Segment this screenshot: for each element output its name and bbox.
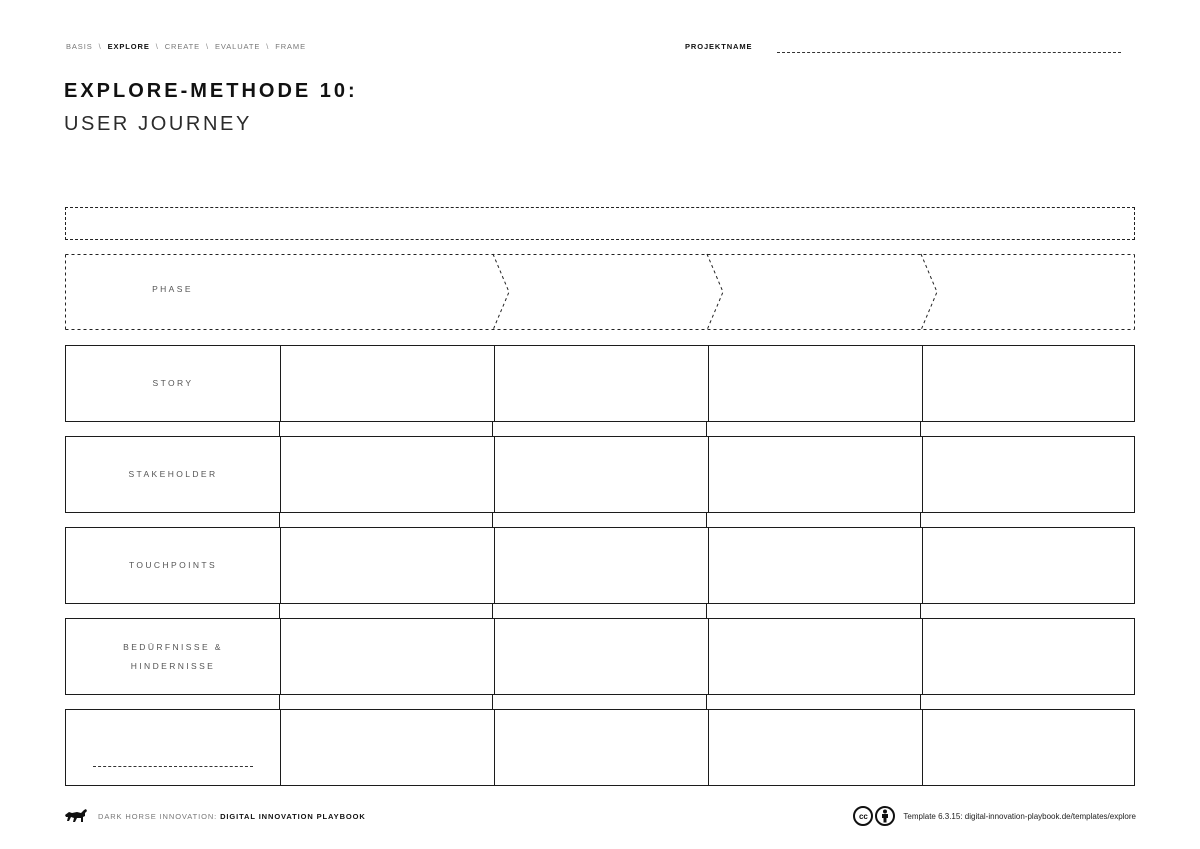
column-connector	[920, 512, 921, 527]
breadcrumb-item-frame[interactable]: FRAME	[275, 42, 306, 51]
attribution-person-icon	[875, 806, 895, 826]
needs-cell-4[interactable]	[922, 619, 1134, 694]
page-title: EXPLORE-METHODE 10:	[64, 80, 358, 102]
row-label-stakeholder: STAKEHOLDER	[128, 469, 218, 479]
row-label-story: STORY	[152, 378, 194, 388]
breadcrumb-separator: \	[155, 42, 159, 51]
template-reference[interactable]: Template 6.3.15: digital-innovation-playbook.de/templates/explore	[903, 811, 1136, 821]
touchpoints-cell-4[interactable]	[922, 528, 1134, 603]
journey-row-stakeholder	[65, 436, 1135, 513]
breadcrumb	[66, 42, 306, 51]
needs-cell-1[interactable]	[280, 619, 494, 694]
story-cell-1[interactable]	[280, 346, 494, 421]
column-connector	[706, 694, 707, 709]
row-label-cell	[66, 528, 280, 603]
column-connector	[920, 421, 921, 436]
row-label-touchpoints: TOUCHPOINTS	[128, 560, 218, 570]
column-connector	[920, 694, 921, 709]
custom-cell-1[interactable]	[280, 710, 494, 785]
row-label-needs: BEDÜRFNISSE & HINDERNISSE	[123, 641, 223, 671]
column-connector	[492, 694, 493, 709]
page-subtitle: USER JOURNEY	[64, 113, 252, 135]
column-connector	[706, 512, 707, 527]
story-cell-3[interactable]	[708, 346, 922, 421]
row-label-cell	[66, 346, 280, 421]
story-cell-4[interactable]	[922, 346, 1134, 421]
row-label-cell	[66, 710, 280, 785]
horse-icon	[64, 808, 88, 824]
column-connector	[920, 603, 921, 618]
row-label-cell	[66, 437, 280, 512]
breadcrumb-separator: \	[98, 42, 102, 51]
license-badge[interactable]	[853, 806, 895, 826]
breadcrumb-separator: \	[266, 42, 270, 51]
stakeholder-cell-1[interactable]	[280, 437, 494, 512]
touchpoints-cell-3[interactable]	[708, 528, 922, 603]
touchpoints-cell-2[interactable]	[494, 528, 708, 603]
breadcrumb-item-basis[interactable]: BASIS	[66, 42, 93, 51]
column-connector	[492, 421, 493, 436]
custom-cell-4[interactable]	[922, 710, 1134, 785]
stakeholder-cell-4[interactable]	[922, 437, 1134, 512]
footer-brand-light: DARK HORSE INNOVATION:	[98, 811, 221, 821]
column-connector	[279, 421, 280, 436]
column-connector	[706, 603, 707, 618]
custom-cell-3[interactable]	[708, 710, 922, 785]
column-connector	[279, 512, 280, 527]
column-connector	[279, 603, 280, 618]
needs-cell-2[interactable]	[494, 619, 708, 694]
row-label-cell	[66, 619, 280, 694]
projektname-field[interactable]	[777, 52, 1121, 53]
touchpoints-cell-1[interactable]	[280, 528, 494, 603]
footer-brand	[64, 808, 366, 824]
projektname-label: PROJEKTNAME	[685, 42, 753, 51]
column-connector	[492, 603, 493, 618]
custom-row-label-field[interactable]	[93, 766, 253, 767]
column-connector	[279, 694, 280, 709]
journey-row-custom	[65, 709, 1135, 786]
column-connector	[492, 512, 493, 527]
journey-row-needs	[65, 618, 1135, 695]
footer-license	[853, 806, 1136, 826]
journey-row-story	[65, 345, 1135, 422]
breadcrumb-item-explore[interactable]: EXPLORE	[107, 42, 150, 51]
needs-cell-3[interactable]	[708, 619, 922, 694]
footer-brand-bold: DIGITAL INNOVATION PLAYBOOK	[220, 811, 366, 821]
breadcrumb-item-create[interactable]: CREATE	[164, 42, 200, 51]
breadcrumb-separator: \	[205, 42, 209, 51]
column-connector	[706, 421, 707, 436]
creative-commons-icon: cc	[853, 806, 873, 826]
journey-row-touchpoints	[65, 527, 1135, 604]
phase-row	[65, 254, 1135, 330]
breadcrumb-item-evaluate[interactable]: EVALUATE	[214, 42, 261, 51]
story-cell-2[interactable]	[494, 346, 708, 421]
stakeholder-cell-2[interactable]	[494, 437, 708, 512]
custom-cell-2[interactable]	[494, 710, 708, 785]
phase-label: PHASE	[152, 284, 193, 294]
journey-title-field[interactable]	[65, 207, 1135, 240]
stakeholder-cell-3[interactable]	[708, 437, 922, 512]
